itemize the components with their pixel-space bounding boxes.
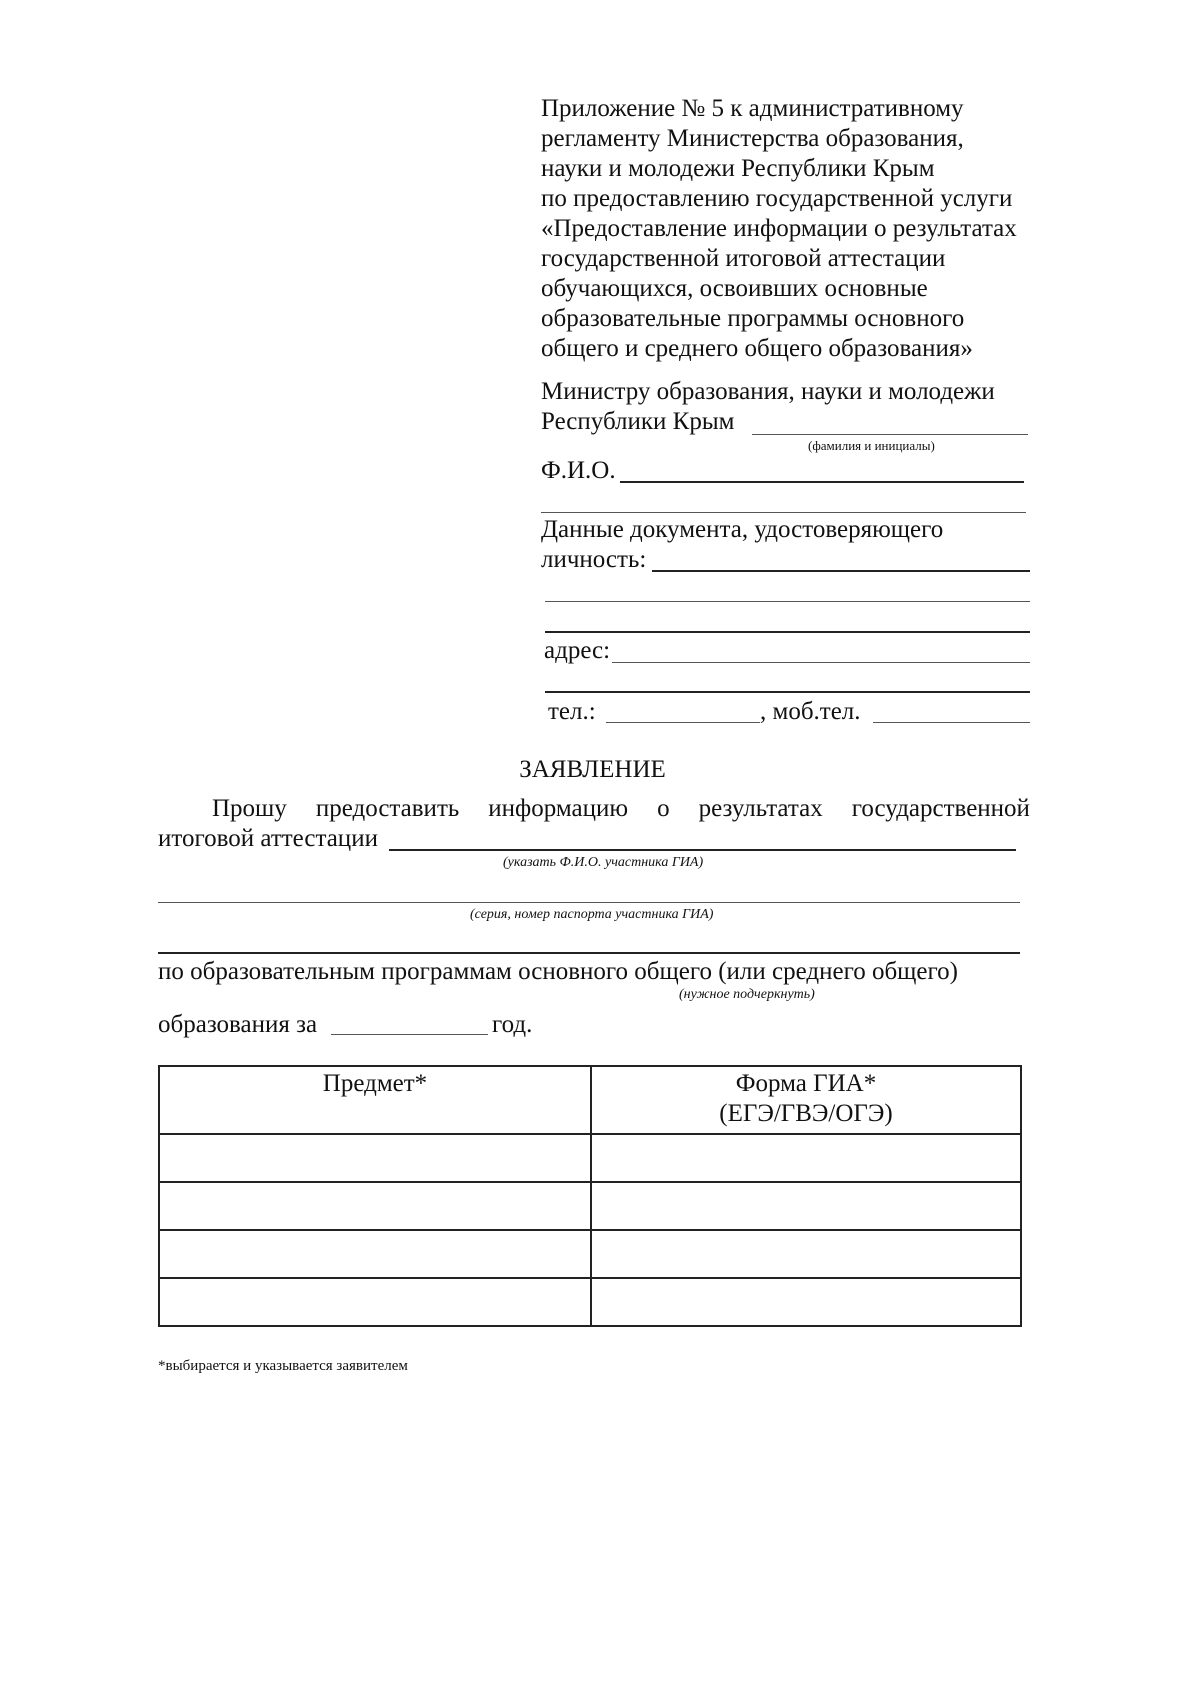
underline-hint: (нужное подчеркнуть) bbox=[679, 987, 815, 1002]
appendix-line: регламенту Министерства образования, bbox=[541, 125, 964, 152]
intro-word: государственной bbox=[851, 795, 1030, 822]
statement-title: ЗАЯВЛЕНИЕ bbox=[519, 756, 666, 783]
subject-column-header bbox=[159, 1066, 591, 1134]
year-prefix: образования за bbox=[158, 1011, 318, 1038]
fio-field-line-2[interactable] bbox=[541, 512, 1026, 513]
statement-line-2: итоговой аттестации bbox=[158, 825, 378, 852]
id-document-field-3[interactable] bbox=[545, 631, 1030, 633]
form-header-sublabel: (ЕГЭ/ГВЭ/ОГЭ) bbox=[719, 1100, 893, 1127]
footnote: *выбирается и указывается заявителем bbox=[158, 1358, 408, 1374]
appendix-line: науки и молодежи Республики Крым bbox=[541, 155, 935, 182]
appendix-line: государственной итоговой аттестации bbox=[541, 245, 946, 272]
form-column-header bbox=[591, 1066, 1021, 1134]
passport-hint: (серия, номер паспорта участника ГИА) bbox=[470, 907, 714, 922]
addressee-line-1: Министру образования, науки и молодежи bbox=[541, 378, 995, 405]
fio-label: Ф.И.О. bbox=[541, 457, 616, 484]
form-cell[interactable] bbox=[591, 1182, 1021, 1230]
subject-cell[interactable] bbox=[159, 1230, 591, 1278]
year-field[interactable] bbox=[331, 1034, 488, 1035]
subject-cell[interactable] bbox=[159, 1134, 591, 1182]
appendix-block bbox=[541, 94, 1017, 364]
id-document-label-2: личность: bbox=[541, 546, 647, 573]
subject-cell[interactable] bbox=[159, 1182, 591, 1230]
passport-field[interactable] bbox=[158, 902, 1020, 903]
address-field[interactable] bbox=[612, 662, 1030, 663]
form-cell[interactable] bbox=[591, 1134, 1021, 1182]
gia-subjects-table bbox=[158, 1065, 1022, 1327]
intro-word: информацию bbox=[488, 795, 629, 822]
mobile-label: , моб.тел. bbox=[760, 698, 861, 725]
passport-field-2[interactable] bbox=[158, 952, 1020, 954]
form-cell[interactable] bbox=[591, 1278, 1021, 1326]
form-header-label: Форма ГИА* bbox=[735, 1070, 877, 1097]
subject-cell[interactable] bbox=[159, 1278, 591, 1326]
addressee-line-2: Республики Крым bbox=[541, 408, 735, 435]
appendix-line: Приложение № 5 к административному bbox=[541, 95, 964, 122]
appendix-line: «Предоставление информации о результатах bbox=[541, 215, 1017, 242]
table-row bbox=[159, 1278, 1021, 1326]
appendix-line: общего и среднего общего образования» bbox=[541, 335, 973, 362]
fio-field[interactable] bbox=[620, 481, 1024, 483]
phone-field[interactable] bbox=[606, 722, 760, 723]
appendix-line: образовательные программы основного bbox=[541, 305, 965, 332]
address-label: адрес: bbox=[544, 637, 611, 664]
appendix-line: обучающихся, освоивших основные bbox=[541, 275, 928, 302]
participant-name-hint: (указать Ф.И.О. участника ГИА) bbox=[503, 855, 704, 870]
intro-word: о bbox=[657, 795, 670, 822]
participant-name-field[interactable] bbox=[389, 849, 1016, 851]
id-document-field[interactable] bbox=[652, 570, 1030, 572]
id-document-field-2[interactable] bbox=[545, 601, 1030, 602]
table-header-row bbox=[159, 1066, 1021, 1134]
minister-name-field[interactable] bbox=[752, 434, 1028, 435]
minister-name-hint: (фамилия и инициалы) bbox=[808, 438, 935, 453]
subject-header-label: Предмет* bbox=[322, 1070, 428, 1097]
form-cell[interactable] bbox=[591, 1230, 1021, 1278]
intro-word: Прошу bbox=[212, 795, 287, 822]
programs-line: по образовательным программам основного общего (или среднего общего) bbox=[158, 958, 958, 985]
statement-intro-line bbox=[212, 794, 1030, 824]
intro-word: результатах bbox=[698, 795, 823, 822]
year-suffix: год. bbox=[492, 1011, 533, 1038]
mobile-field[interactable] bbox=[873, 722, 1030, 723]
address-field-2[interactable] bbox=[545, 691, 1030, 693]
table-row bbox=[159, 1230, 1021, 1278]
table-row bbox=[159, 1182, 1021, 1230]
phone-label: тел.: bbox=[548, 698, 596, 725]
id-document-label: Данные документа, удостоверяющего bbox=[541, 516, 944, 543]
table-row bbox=[159, 1134, 1021, 1182]
appendix-line: по предоставлению государственной услуги bbox=[541, 185, 1013, 212]
intro-word: предоставить bbox=[315, 795, 460, 822]
